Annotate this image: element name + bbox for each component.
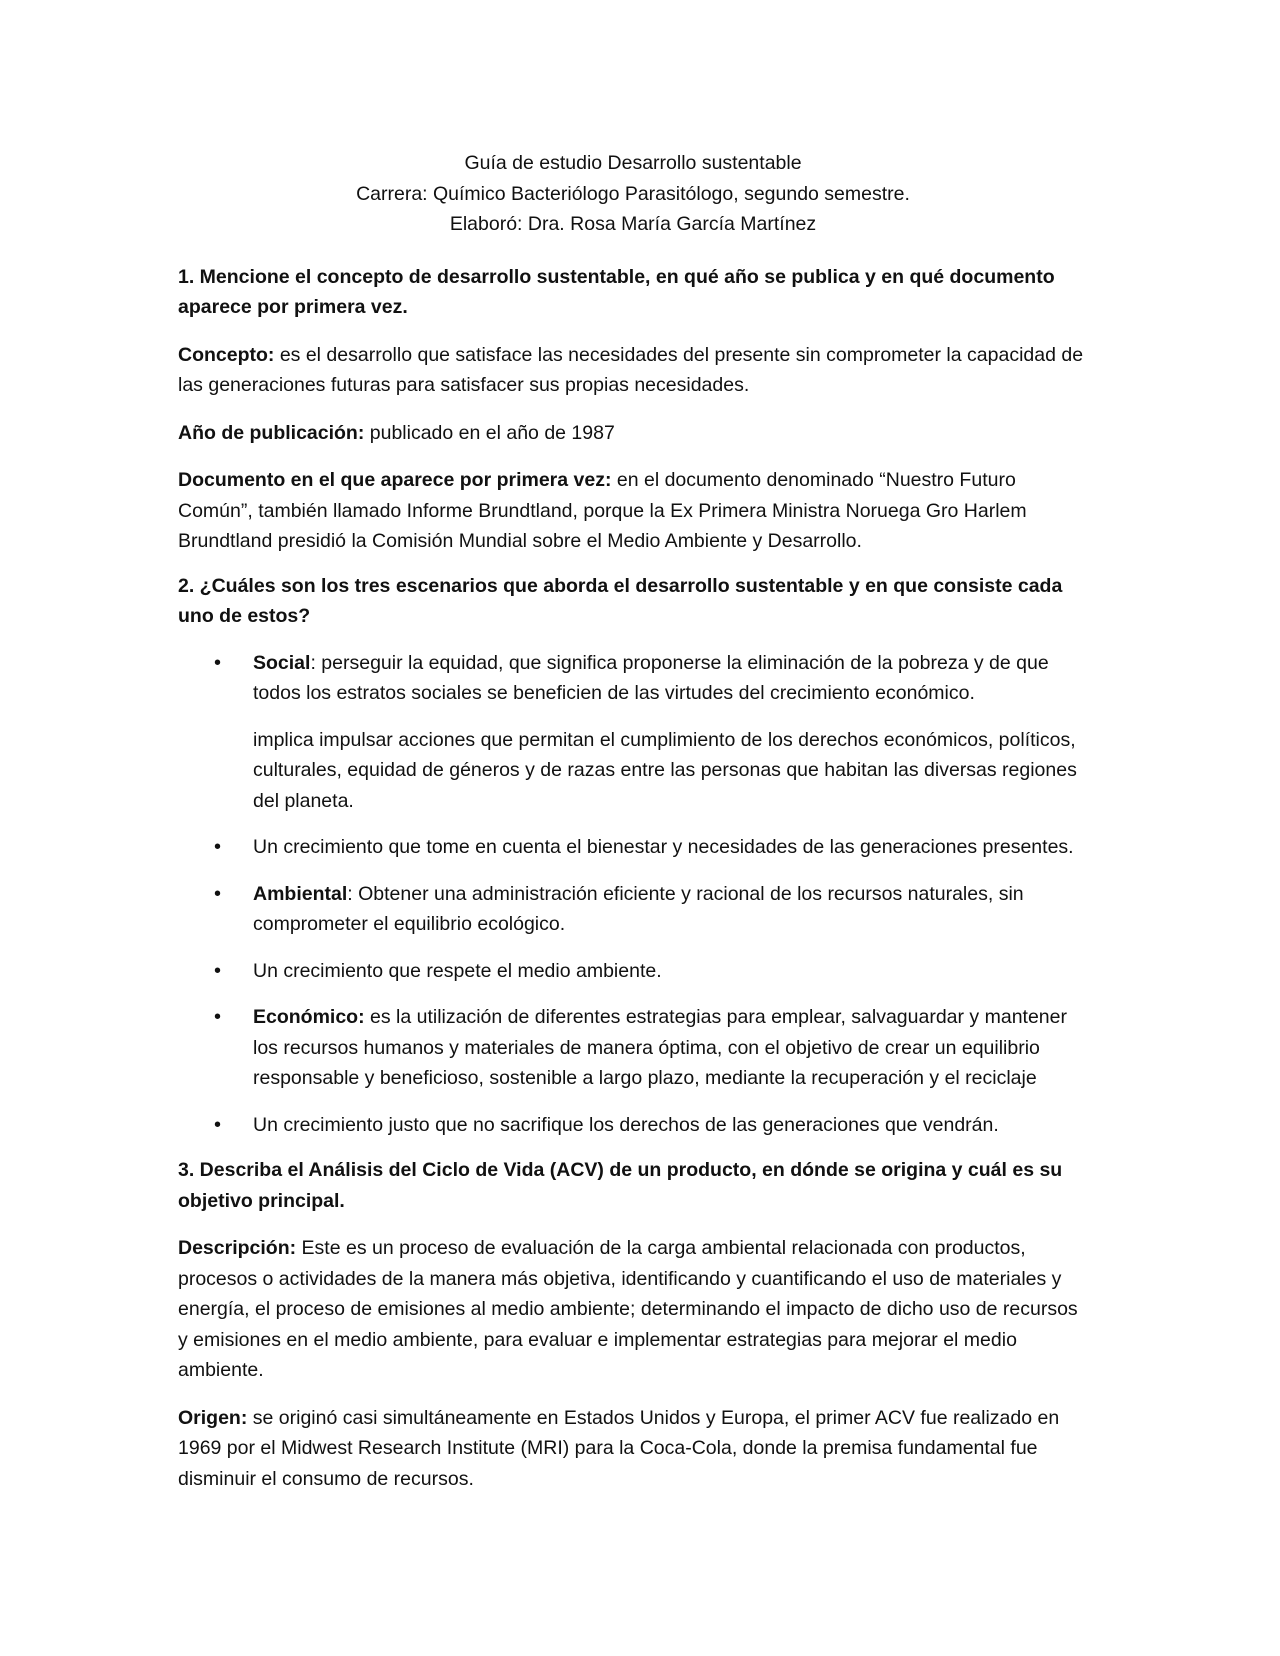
list-item-economic	[178, 1002, 1088, 1094]
social-continuation: implica impulsar acciones que permitan el cumplimiento de los derechos económicos, políticos, culturales, equidad de géneros y de razas entre las personas que habitan las diversas regiones del planeta.	[253, 728, 1077, 812]
environmental-text: : Obtener una administración eficiente y racional de los recursos naturales, sin comprometer el equilibrio ecológico.	[253, 882, 1024, 935]
question-1: 1. Mencione el concepto de desarrollo sustentable, en qué año se publica y en qué documento aparece por primera vez.	[178, 265, 1055, 318]
social-text: : perseguir la equidad, que significa proponerse la eliminación de la pobreza y de que todos los estratos sociales se beneficien de las virtudes del crecimiento económico.	[253, 651, 1049, 704]
scenario-list-continued	[178, 832, 1088, 1140]
author-line: Elaboró: Dra. Rosa María García Martínez	[449, 213, 817, 235]
document-label: Documento en el que aparece por primera vez:	[178, 469, 612, 491]
bullet-icon: •	[214, 959, 222, 982]
list-item-environmental	[178, 879, 1088, 940]
question-3: 3. Describa el Análisis del Ciclo de Vida (ACV) de un producto, en dónde se origina y cuál es su objetivo principal.	[178, 1159, 1063, 1212]
concept-paragraph	[178, 340, 1088, 401]
question-2: 2. ¿Cuáles son los tres escenarios que aborda el desarrollo sustentable y en que consiste cada uno de estos?	[178, 574, 1063, 627]
year-paragraph	[178, 418, 1088, 449]
year-text: publicado en el año de 1987	[364, 421, 615, 444]
environmental-label: Ambiental	[253, 882, 348, 905]
origin-label: Origen:	[178, 1406, 248, 1429]
social-label: Social	[253, 651, 311, 674]
description-label: Descripción:	[178, 1237, 297, 1259]
document-paragraph	[178, 465, 1088, 557]
concept-label: Concepto:	[178, 343, 275, 366]
economic-growth-text: Un crecimiento justo que no sacrifique los derechos de las generaciones que vendrán.	[253, 1113, 999, 1136]
scenario-list	[178, 648, 1088, 709]
bullet-icon: •	[214, 651, 222, 674]
bullet-icon: •	[214, 1006, 222, 1028]
list-item-environmental-growth	[178, 956, 1088, 987]
description-text: Este es un proceso de evaluación de la carga ambiental relacionada con productos, procesos o actividades de la manera más objetiva, identificando y cuantificando el uso de materiales y energía, el proceso de emisiones al medio ambiente; determinando el impacto de dicho uso de recursos y emisiones en el medio ambiente, para evaluar e implementar estrategias para mejorar el medio ambiente.	[178, 1237, 1078, 1381]
origin-text: se originó casi simultáneamente en Estados Unidos y Europa, el primer ACV fue realizado en 1969 por el Midwest Research Institute (MRI) para la Coca-Cola, donde la premisa fundamental fue disminuir el consumo de recursos.	[178, 1406, 1060, 1490]
description-paragraph	[178, 1233, 1088, 1386]
document-body	[178, 148, 1088, 1494]
document-title: Guía de estudio Desarrollo sustentable	[464, 152, 802, 174]
list-item-economic-growth	[178, 1110, 1088, 1141]
bullet-icon: •	[214, 882, 222, 905]
origin-paragraph	[178, 1403, 1088, 1495]
list-item-social-growth	[178, 832, 1088, 863]
concept-text: es el desarrollo que satisface las necesidades del presente sin comprometer la capacidad de las generaciones futuras para satisfacer sus propias necesidades.	[178, 343, 1084, 396]
document-text: en el documento denominado “Nuestro Futuro Común”, también llamado Informe Brundtland, porque la Ex Primera Ministra Noruega Gro Harlem Brundtland presidió la Comisión Mundial sobre el Medio Ambiente y Desarrollo.	[178, 469, 1027, 552]
bullet-icon: •	[214, 1113, 222, 1136]
social-growth-text: Un crecimiento que tome en cuenta el bienestar y necesidades de las generaciones presentes.	[253, 836, 1074, 858]
career-line: Carrera: Químico Bacteriólogo Parasitólogo, segundo semestre.	[356, 182, 910, 205]
economic-text: es la utilización de diferentes estrategias para emplear, salvaguardar y mantener los recursos humanos y materiales de manera óptima, con el objetivo de crear un equilibrio responsable y beneficioso, sostenible a largo plazo, mediante la recuperación y el reciclaje	[253, 1006, 1067, 1089]
bullet-icon: •	[214, 836, 222, 858]
year-label: Año de publicación:	[178, 421, 365, 444]
economic-label: Económico:	[253, 1006, 365, 1028]
environmental-growth-text: Un crecimiento que respete el medio ambiente.	[253, 959, 662, 982]
list-item-social	[178, 648, 1088, 709]
